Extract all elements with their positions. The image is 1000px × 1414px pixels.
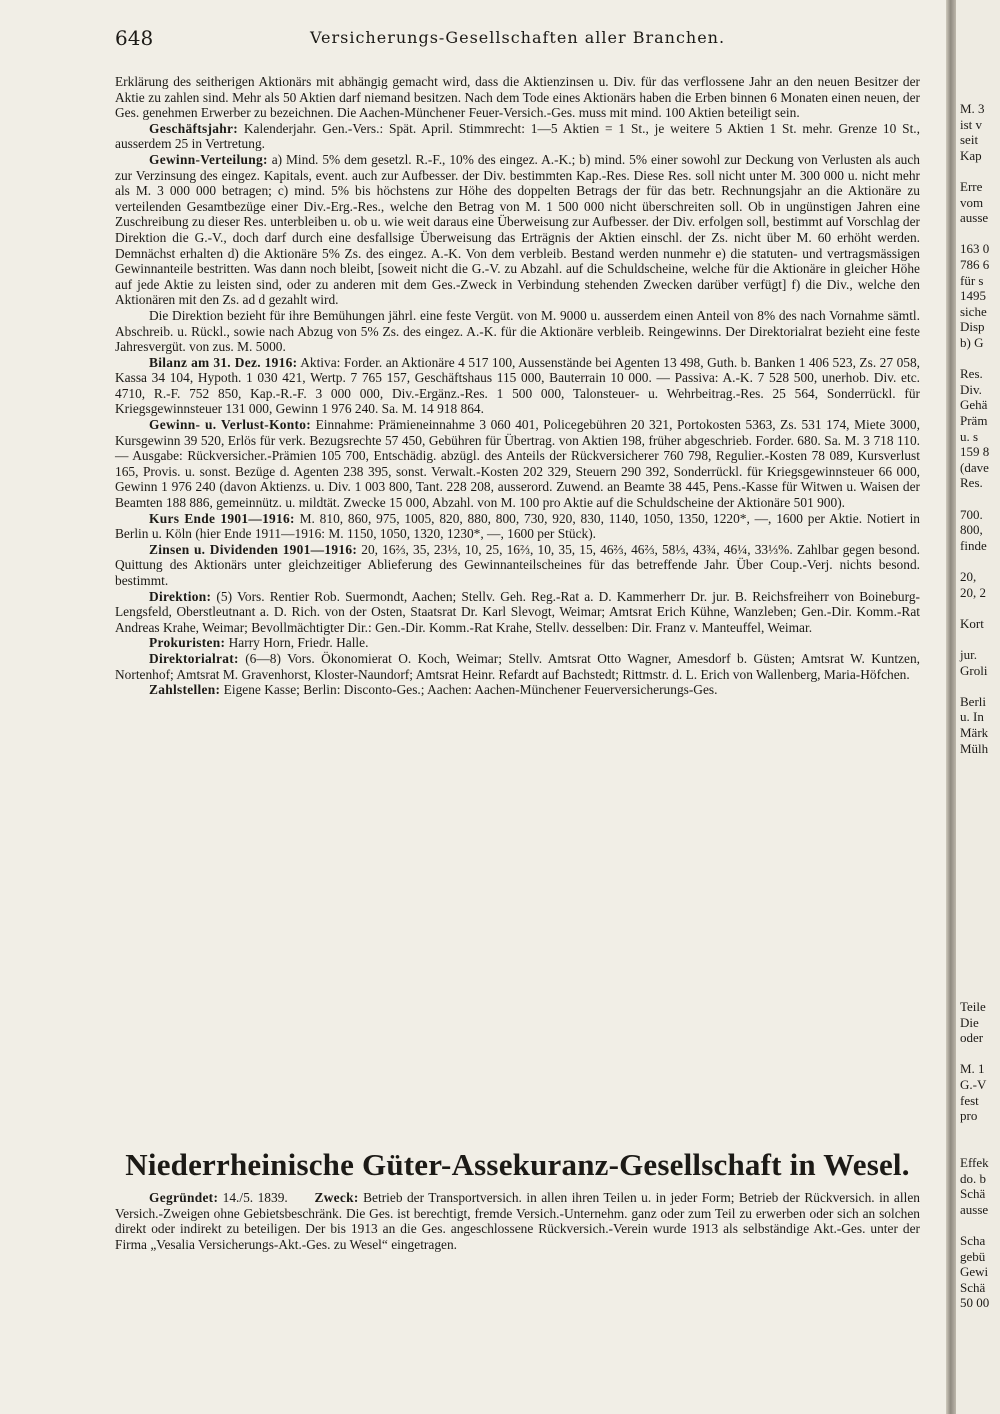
company-intro — [115, 1190, 920, 1252]
right-page-fragment: Scha — [960, 1233, 986, 1248]
right-page-fragment: u. s — [960, 428, 979, 444]
article-body — [115, 74, 920, 698]
right-page-fragment: Schä — [960, 1186, 986, 1202]
paragraph — [115, 152, 920, 308]
founded-date: 14./5. 1839. — [222, 1190, 288, 1205]
paragraph-label: Prokuristen: — [149, 635, 226, 651]
page-number: 648 — [115, 26, 154, 50]
right-page-fragment: Effek — [960, 1155, 989, 1170]
right-page-fragment: Teile — [960, 999, 986, 1014]
paragraph-label: Kurs Ende 1901—1916: — [149, 510, 295, 526]
paragraph-text: (6—8) Vors. Ökonomierat O. Koch, Weimar; Stellv. Amtsrat Otto Wagner, Amesdorf b. Güsten; Amtsrat W. Kuntzen, Nortenhof; Amtsrat M. Gravenhorst, Kloster-Naundorf; Amtsrat Heinr. Refardt auf Bachstedt; Rittmstr. d. L. Erich von Wallenberg, Maria-Höfchen. — [115, 650, 920, 682]
right-page-fragment: seit — [960, 132, 979, 148]
paragraph-text: Harry Horn, Friedr. Halle. — [228, 635, 369, 651]
paragraph-label: Direktion: — [149, 588, 212, 604]
company-founding-paragraph — [115, 1190, 920, 1252]
right-page-fragment: für s — [960, 272, 984, 288]
right-page-fragment: Märk — [960, 725, 989, 740]
right-page-fragment: Mülh — [960, 740, 989, 756]
paragraph-text: (5) Vors. Rentier Rob. Suermondt, Aachen; Stellv. Geh. Reg.-Rat a. D. Kammerherr Dr. jur. B. Reichsfreiherr von Boineburg-Lengsfeld, Oberstleutnant a. D. Rich. von der Osten, Staatsrat Dr. Karl Slevogt, Weimar; Amtsrat Erich Kühne, Wanzleben; Gen.-Dir. Komm.-Rat Andreas Krahe, Weimar; Bevollmächtigter Dir.: Gen.-Dir. Komm.-Rat Krahe, Stellv. desselben: Dir. Franz v. Manteuffel, Weimar. — [115, 588, 920, 635]
right-page-fragment: Die — [960, 1014, 979, 1030]
right-page-fragment: fest — [960, 1092, 979, 1108]
paragraph-text: a) Mind. 5% dem gesetzl. R.-F., 10% des eingez. A.-K.; b) mind. 5% einer sowohl zur Deckung von Verlusten als auch zur Verzinsung des eingez. Kapitals, event. auch zur Aufbesser. der Div. bestimmten Kap.-Res. Diese Res. soll nicht unter M. 300 000 u. nicht mehr als M. 3 000 000 betragen; c) mind. 5% bis höchstens zur Höhe des doppelten Betrags der für das betr. Rechnungsjahr an die Aktionäre zu verteilenden Gesamtbezüge einer Div.-Erg.-Res., welche den Betrag von M. 1 500 000 nicht überschreiten soll. Ob in ungünstigen Jahren eine Zuschreibung zu dieser Res. unterbleiben u. ob u. wie weit daraus eine Überweisung zur Aufbesser. der Div. erfolgen soll, bestimmt auf Vorschlag der Direktion die G.-V., doch darf durch eine desfallsige Überweisung das Erträgnis der Aktien einschl. der Zs. nicht über M. 60 erhöht werden. Demnächst erhalten d) die Aktionäre 5% Zs. des eingez. A.-K. Von dem verbleib. Bestand werden nunmehr e) die statuten- und vertragsmässigen Gewinnanteile bestritten. Was dann noch bleibt, [soweit nicht die G.-V. zu Abzahl. auf die Schuldscheine, welche für die Aktionäre in gleicher Höhe auf jede Aktie zu leisten sind, oder zu anderen mit dem Ges.-Zweck in Verbindung stehenden Zwecken darüber verfügt] f) die Div., welche den Aktionären mit den Zs. ad d gezahlt wird. — [115, 151, 920, 308]
right-page-fragment: Disp — [960, 319, 985, 335]
right-page-fragment: 20, — [960, 569, 977, 584]
paragraph-text: Eigene Kasse; Berlin: Disconto-Ges.; Aachen: Aachen-Münchener Feuerversicherungs-Ges. — [223, 682, 718, 698]
purpose-label: Zweck: — [314, 1190, 359, 1205]
paragraph — [115, 355, 920, 417]
right-page-fragment: finde — [960, 537, 987, 553]
right-page-fragment: ist v — [960, 116, 983, 132]
right-page-fragment: 1495 — [960, 288, 986, 304]
right-page-fragment: pro — [960, 1108, 978, 1124]
right-page-fragment: jur. — [960, 647, 977, 662]
right-page-fragment: G.-V — [960, 1077, 987, 1092]
paragraph-label: Geschäftsjahr: — [149, 120, 238, 136]
right-page-fragment: 786 6 — [960, 257, 990, 272]
right-page-fragment: Res. — [960, 366, 983, 382]
right-page-fragment: 159 8 — [960, 444, 990, 460]
right-page-fragment: u. In — [960, 709, 984, 725]
right-page-fragment: Groli — [960, 662, 988, 678]
paragraph-label: Gewinn-Verteilung: — [149, 151, 268, 167]
right-page-fragment: Kort — [960, 615, 984, 631]
paragraph — [115, 308, 920, 355]
paragraph-label: Zahlstellen: — [149, 682, 221, 698]
right-page-fragment: Gehä — [960, 397, 988, 413]
right-page-fragment: Div. — [960, 381, 982, 397]
paragraph-text: Aktiva: Forder. an Aktionäre 4 517 100, Aussenstände bei Agenten 13 498, Guth. b. Banken 1 406 523, Zs. 27 058, Kassa 34 104, Hypoth. 1 030 421, Wertp. 7 765 157, Geschäftshaus 115 000, Bauterrain 10 000. — Passiva: A.-K. 7 528 500, unerhob. Div. etc. 4710, R.-F. 752 850, Kap.-R.-F. 3 000 000, Div.-Ergänz.-Res. 1 500 000, Talonsteuer- u. Wehrbeitrag.-Res. 25 564, Sonderrückl. für Kriegsgewinnsteuer 131 000, Gewinn 1 976 240. Sa. M. 14 918 864. — [115, 354, 921, 417]
right-page-fragment: Berli — [960, 693, 986, 709]
paragraph — [115, 682, 920, 698]
paragraph-text: Die Direktion bezieht für ihre Bemühungen jährl. eine feste Vergüt. von M. 9000 u. ausserdem einen Anteil von 8% des nach Vornahme sämtl. Abschreib. u. Rückl., sowie nach Abzug von 5% Zs. des eingez. A.-K. für die Aktionäre verbleib. Reingewinns. Der Direktorialrat bezieht eine feste Jahresvergüt. von zus. M. 5000. — [115, 307, 920, 355]
paragraph-label: Zinsen u. Dividenden 1901—1916: — [149, 541, 358, 557]
right-page-fragment: ausse — [960, 210, 989, 226]
right-page-fragment: Gewi — [960, 1264, 989, 1280]
paragraph-text: 20, 16⅔, 35, 23⅓, 10, 25, 16⅔, 10, 35, 15, 46⅔, 46⅔, 58⅓, 43¾, 46¼, 33⅓%. Zahlbar gegen besond. Quittung des Aktionärs unter gleichzeitiger Ablieferung des Gewinnanteilscheines für das betreffende Jahr. Über Coup.-Verj. nichts besond. bestimmt. — [115, 541, 920, 588]
paragraph — [115, 635, 920, 651]
right-page-fragment: 20, 2 — [960, 584, 986, 600]
right-page-fragment: siche — [960, 303, 987, 319]
book-gutter — [946, 0, 956, 1414]
right-page-fragment: vom — [960, 194, 984, 210]
right-page-fragment: Präm — [960, 413, 988, 428]
right-page-fragment: oder — [960, 1030, 984, 1046]
right-page-fragment: M. 3 — [960, 101, 985, 116]
paragraph-label: Bilanz am 31. Dez. 1916: — [149, 354, 298, 370]
paragraph — [115, 511, 920, 542]
right-page-fragment: 800, — [960, 522, 983, 538]
right-page-fragment: (dave — [960, 459, 989, 475]
paragraph — [115, 589, 920, 636]
paragraph — [115, 417, 920, 511]
paragraph-text: M. 810, 860, 975, 1005, 820, 880, 800, 730, 920, 830, 1140, 1050, 1350, 1220*, —, 1600 per Aktie. Notiert in Berlin u. Köln (hier Ende 1911—1916: M. 1150, 1050, 1320, 1230*, —, 1600 per Stück). — [115, 510, 920, 542]
right-page-fragment: b) G — [960, 335, 984, 350]
book-page-right-fragment — [956, 0, 1000, 1414]
page-header — [115, 26, 920, 48]
right-page-fragment: 700. — [960, 506, 983, 522]
paragraph-label: Direktorialrat: — [149, 650, 239, 666]
paragraph-text: Kalenderjahr. Gen.-Vers.: Spät. April. Stimmrecht: 1—5 Aktien = 1 St., je weitere 5 Aktien 1 St. mehr. Grenze 10 St., ausserdem 25 in Vertretung. — [115, 120, 920, 152]
right-page-fragment: Kap — [960, 147, 982, 163]
paragraph-label: Gewinn- u. Verlust-Konto: — [149, 417, 312, 433]
right-page-fragment: ausse — [960, 1201, 989, 1217]
right-page-fragment: Erre — [960, 179, 983, 194]
right-page-fragment: Res. — [960, 475, 983, 491]
paragraph-text: Erklärung des seitherigen Aktionärs mit abhängig gemacht wird, dass die Aktienzinsen u. Div. für das verflossene Jahr an den neuen Besitzer der Aktie zu zahlen sind. Mehr als 50 Aktien darf niemand besitzen. Nach dem Tode eines Aktionärs haben die Erben binnen 6 Monaten einen neuen, der Ges. genehmen Erwerber zu bezeichnen. Die Aachen-Münchener Feuer-Versich.-Ges. muss mit mind. 100 Aktien beteiligt sein. — [115, 74, 920, 121]
paragraph — [115, 121, 920, 152]
company-heading: Niederrheinische Güter-Assekuranz-Gesellschaft in Wesel. — [125, 1147, 910, 1182]
right-page-fragment: 50 00 — [960, 1295, 990, 1311]
founded-label: Gegründet: — [149, 1190, 219, 1205]
right-page-fragment: do. b — [960, 1170, 986, 1186]
right-page-fragment: gebü — [960, 1248, 986, 1264]
paragraph — [115, 651, 920, 682]
paragraph-text: Einnahme: Prämieneinnahme 3 060 401, Policegebühren 20 321, Portokosten 5363, Zs. 531 174, Miete 3000, Kursgewinn 39 520, Erlös für verk. Bezugsrechte 57 450, Gebühren für Übertrag. von Aktien 198, früher abgeschrieb. Forder. 680. Sa. M. 3 718 110. — Ausgabe: Rückversicher.-Prämien 105 700, Entschädig. abzügl. des Anteils der Rückversicherer 760 798, Regulier.-Kosten 78 089, Kursverlust 165, Provis. u. sonst. Bezüge d. Agenten 238 395, sonst. Verwalt.-Kosten 202 329, Steuern 290 392, Sonderrückl. für Kriegsgewinnsteuer 66 000, Gewinn 1 976 240 (davon Aktienzs. u. Div. 1 003 800, Tant. 228 208, ausserord. Zuwend. an Beamte 38 445, Pens.-Kasse für Witwen u. Waisen der Beamten 188 886, gemeinnütz. u. mildtät. Zwecke 15 000, Abzahl. von M. 100 pro Aktie auf die Schuldscheine der Aktionäre 501 900). — [115, 417, 920, 511]
right-page-fragment: M. 1 — [960, 1061, 985, 1077]
right-page-fragment: Schä — [960, 1279, 986, 1295]
paragraph — [115, 74, 920, 121]
right-page-fragment: 163 0 — [960, 241, 990, 257]
running-title: Versicherungs-Gesellschaften aller Branchen. — [309, 28, 726, 47]
purpose-text: Betrieb der Transportversich. in allen ihren Teilen u. in jeder Form; Betrieb der Rückversich. in allen Versich.-Zweigen ohne Gebietsbeschränk. Die Ges. ist berechtigt, fremde Versich.-Unternehm. ganz oder zum Teil zu erwerben oder sich an solchen direkt oder indirekt zu beteiligen. Der bis 1913 an die Ges. angeschlossene Rückversich.-Verein wurde 1913 als selbständige Akt.-Ges. unter der Firma „Vesalia Versicherungs-Akt.-Ges. zu Wesel“ eingetragen. — [115, 1190, 920, 1252]
paragraph — [115, 542, 920, 589]
